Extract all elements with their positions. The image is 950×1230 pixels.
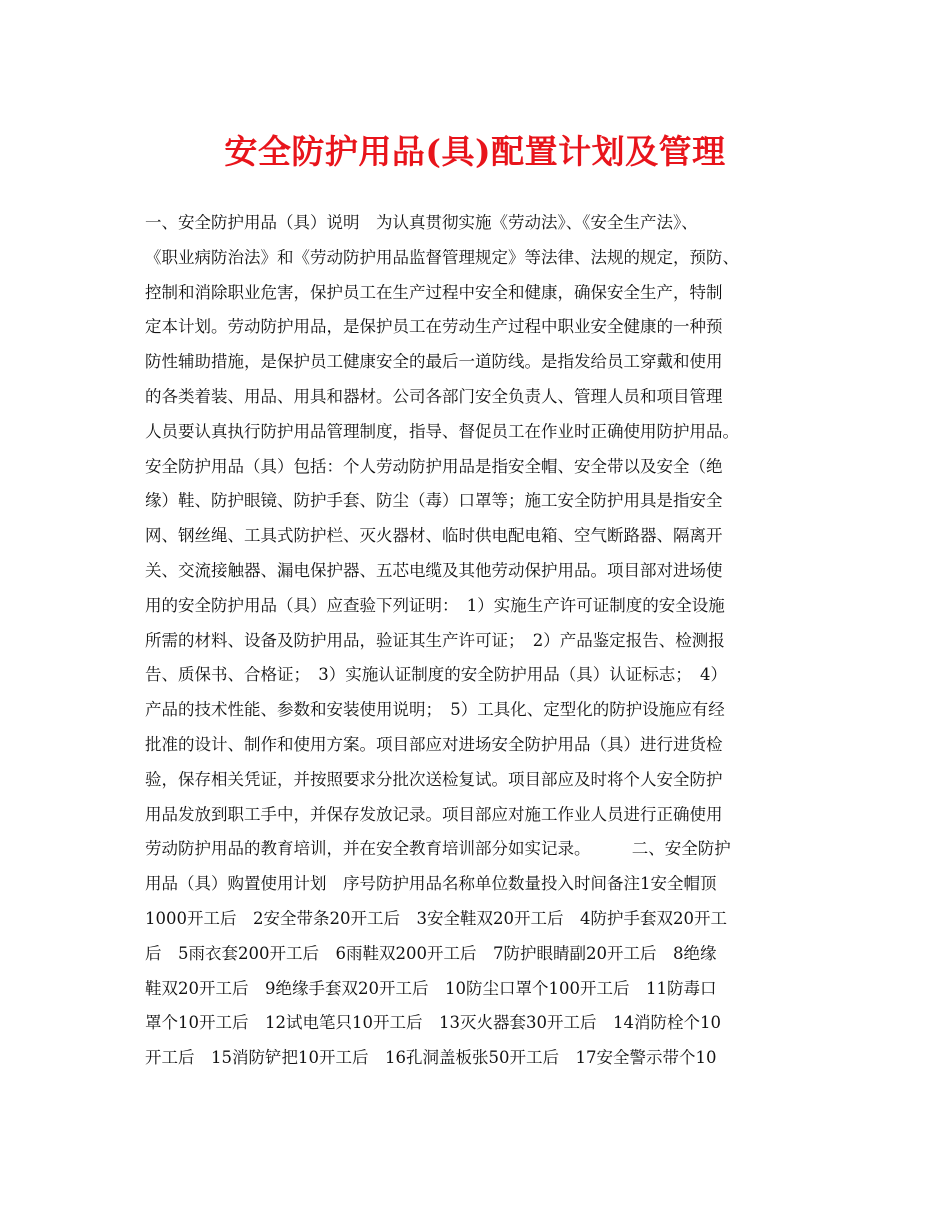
body-line: 定本计划。劳动防护用品，是保护员工在劳动生产过程中职业安全健康的一种预 (145, 317, 723, 337)
body-line: 关、交流接触器、漏电保护器、五芯电缆及其他劳动保护用品。项目部对进场使 (145, 560, 723, 580)
body-line: 劳动防护用品的教育培训，并在安全教育培训部分如实记录。 二、安全防护 (145, 839, 731, 859)
body-line: 用的安全防护用品（具）应查验下列证明： 1）实施生产许可证制度的安全设施 (145, 595, 725, 615)
body-line: 一、安全防护用品（具）说明 为认真贯彻实施《劳动法》、《安全生产法》、 (145, 213, 698, 232)
body-line: 控制和消除职业危害，保护员工在生产过程中安全和健康，确保安全生产，特制 (145, 282, 723, 302)
body-line: 防性辅助措施，是保护员工健康安全的最后一道防线。是指发给员工穿戴和使用 (145, 352, 723, 372)
body-line: 产品的技术性能、参数和安装使用说明； 5）工具化、定型化的防护设施应有经 (145, 700, 725, 720)
document-body (145, 206, 815, 1076)
body-line: 鞋双20开工后 9绝缘手套双20开工后 10防尘口罩个100开工后 11防毒口 (145, 978, 717, 998)
body-line: 后 5雨衣套200开工后 6雨鞋双200开工后 7防护眼睛副20开工后 8绝缘 (145, 943, 717, 963)
body-line: 人员要认真执行防护用品管理制度，指导、督促员工在作业时正确使用防护用品。 (145, 421, 739, 441)
body-line: 《职业病防治法》和《劳动防护用品监督管理规定》等法律、法规的规定，预防、 (145, 247, 739, 267)
body-line: 所需的材料、设备及防护用品，验证其生产许可证； 2）产品鉴定报告、检测报 (145, 630, 725, 650)
body-line: 缘）鞋、防护眼镜、防护手套、防尘（毒）口罩等；施工安全防护用具是指安全 (145, 491, 723, 511)
body-line: 用品（具）购置使用计划 序号防护用品名称单位数量投入时间备注1安全帽顶 (145, 874, 717, 894)
body-line: 的各类着装、用品、用具和器材。公司各部门安全负责人、管理人员和项目管理 (145, 386, 723, 406)
body-line: 开工后 15消防铲把10开工后 16孔洞盖板张50开工后 17安全警示带个10 (145, 1048, 717, 1068)
body-line: 验，保存相关凭证，并按照要求分批次送检复试。项目部应及时将个人安全防护 (145, 769, 723, 789)
body-line: 批准的设计、制作和使用方案。项目部应对进场安全防护用品（具）进行进货检 (145, 734, 723, 754)
body-line: 安全防护用品（具）包括：个人劳动防护用品是指安全帽、安全带以及安全（绝 (145, 456, 723, 476)
body-line: 1000开工后 2安全带条20开工后 3安全鞋双20开工后 4防护手套双20开工 (145, 908, 727, 928)
body-line: 告、质保书、合格证； 3）实施认证制度的安全防护用品（具）认证标志； 4） (145, 665, 727, 685)
body-line: 罩个10开工后 12试电笔只10开工后 13灭火器套30开工后 14消防栓个10 (145, 1013, 721, 1033)
body-line: 用品发放到职工手中，并保存发放记录。项目部应对施工作业人员进行正确使用 (145, 804, 723, 824)
body-line: 网、钢丝绳、工具式防护栏、灭火器材、临时供电配电箱、空气断路器、隔离开 (145, 526, 723, 546)
document-title: 安全防护用品(具)配置计划及管理 (224, 132, 726, 171)
